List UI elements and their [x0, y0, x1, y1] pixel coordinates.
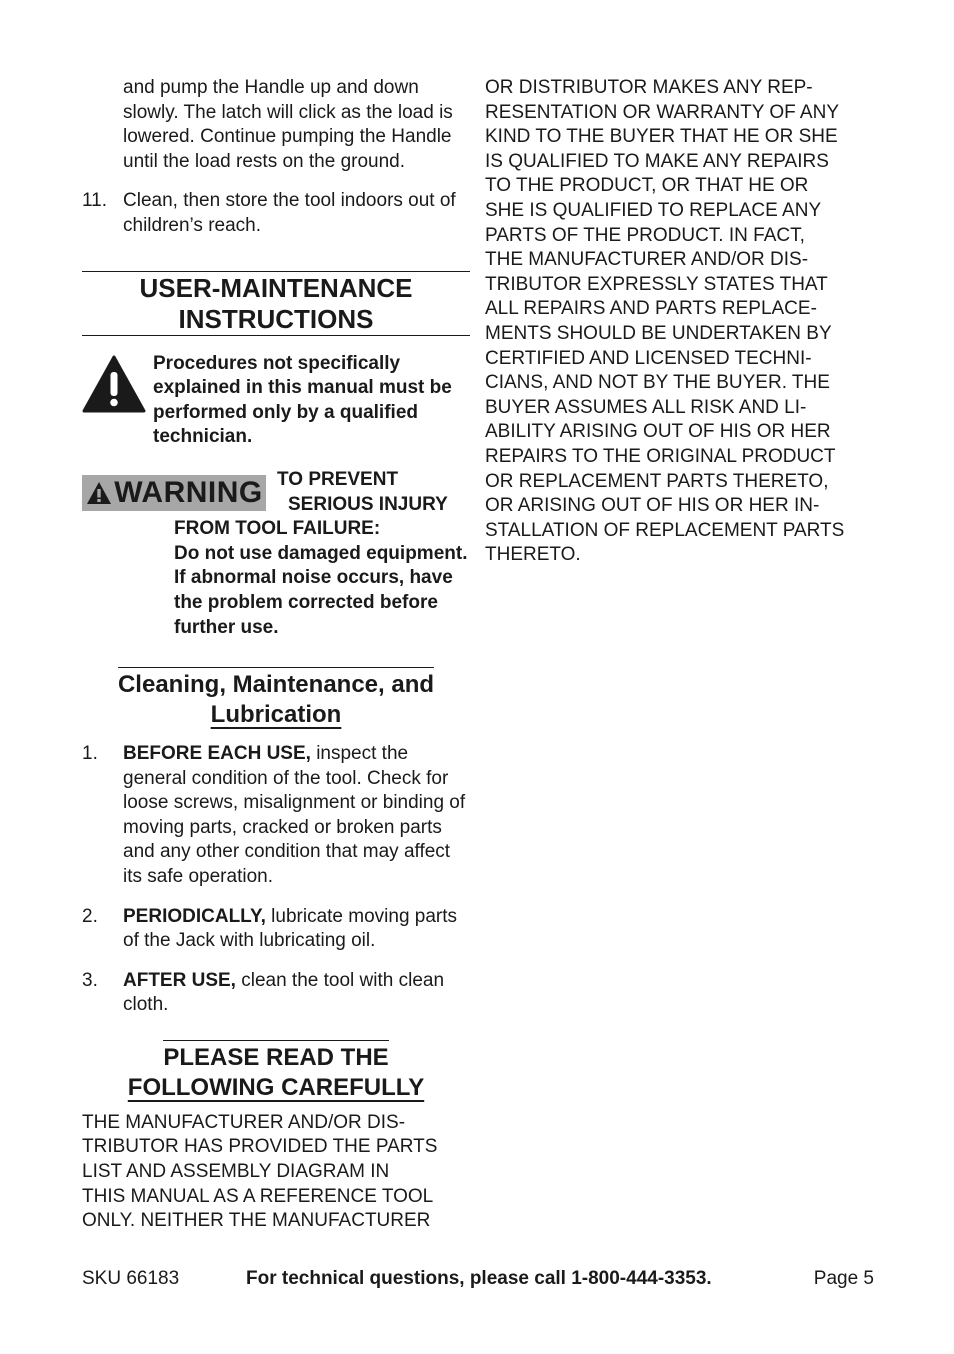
footer-page-number: Page 5	[813, 1268, 874, 1289]
caution-notice	[82, 352, 470, 450]
cleaning-item-3	[82, 969, 470, 1018]
cleaning-item-1	[82, 742, 470, 890]
text-line: THIS MANUAL AS A REFERENCE TOOL	[82, 1185, 434, 1207]
text-line: OR REPLACEMENT PARTS THERETO,	[485, 470, 829, 492]
item-body: lubricate moving parts of the Jack with lubricating oil.	[123, 905, 458, 952]
item-number: 2.	[82, 905, 98, 927]
step-number: 11.	[82, 190, 108, 212]
item-lead: PERIODICALLY,	[123, 905, 266, 927]
please-read-heading	[82, 1040, 470, 1103]
text-line: TRIBUTOR HAS PROVIDED THE PARTS	[82, 1136, 438, 1158]
text-line: OR DISTRIBUTOR MAKES ANY REP-	[485, 77, 813, 98]
text-line: CIANS, AND NOT BY THE BUYER. THE	[485, 372, 830, 394]
cleaning-heading	[82, 667, 470, 730]
maintenance-section-heading	[82, 271, 470, 336]
warning-line3: FROM TOOL FAILURE:	[174, 518, 381, 540]
left-column	[82, 76, 470, 1234]
text-line: TRIBUTOR EXPRESSLY STATES THAT	[485, 273, 828, 295]
text-line: PARTS OF THE PRODUCT. IN FACT,	[485, 224, 805, 246]
caution-text: Procedures not specifically explained in this manual must be performed only by a qualified technician.	[153, 352, 452, 448]
step-11	[82, 189, 470, 238]
text-line: CERTIFIED AND LICENSED TECHNI-	[485, 347, 812, 369]
text-line: THE MANUFACTURER AND/OR DIS-	[485, 249, 809, 271]
warning-notice	[82, 468, 470, 640]
please-read-title-line2: FOLLOWING CAREFULLY	[127, 1073, 425, 1101]
exclamation-triangle-icon	[82, 355, 146, 413]
right-column	[485, 76, 877, 568]
text-line: REPAIRS TO THE ORIGINAL PRODUCT	[485, 445, 836, 467]
text-line: OR ARISING OUT OF HIS OR HER IN-	[485, 495, 820, 517]
please-read-left-text	[82, 1111, 470, 1234]
section-title-line1: USER-MAINTENANCE	[139, 272, 413, 303]
text-line: IS QUALIFIED TO MAKE ANY REPAIRS	[485, 150, 829, 172]
text-line: ABILITY ARISING OUT OF HIS OR HER	[485, 421, 831, 443]
warning-body: Do not use damaged equipment. If abnormal noise occurs, have the problem corrected before further use.	[174, 542, 468, 638]
item-body: clean the tool with clean cloth.	[123, 969, 445, 1016]
please-read-title-line1: PLEASE READ THE	[163, 1040, 388, 1073]
cleaning-title-line2: Lubrication	[210, 700, 342, 728]
text-line: LIST AND ASSEMBLY DIAGRAM IN	[82, 1161, 390, 1183]
cleaning-item-2	[82, 905, 470, 954]
text-line: MENTS SHOULD BE UNDERTAKEN BY	[485, 322, 832, 344]
warning-triangle-icon	[85, 480, 113, 506]
item-lead: BEFORE EACH USE,	[123, 742, 311, 764]
text-line: SHE IS QUALIFIED TO REPLACE ANY	[485, 199, 822, 221]
item-number: 1.	[82, 742, 98, 764]
item-text	[123, 969, 470, 1018]
footer-tech-line: For technical questions, please call 1-800-444-3353.	[246, 1268, 712, 1289]
warning-badge	[82, 475, 266, 511]
text-line: TO THE PRODUCT, OR THAT HE OR	[485, 175, 809, 197]
text-line: THERETO.	[485, 544, 581, 566]
step-text: Clean, then store the tool indoors out of children’s reach.	[123, 190, 456, 236]
warning-label: WARNING	[114, 475, 263, 509]
page-footer	[82, 1267, 874, 1291]
item-number: 3.	[82, 969, 98, 991]
section-title-line2: INSTRUCTIONS	[178, 303, 374, 334]
text-line: RESENTATION OR WARRANTY OF ANY	[485, 101, 839, 123]
text-line: BUYER ASSUMES ALL RISK AND LI-	[485, 396, 807, 418]
text-line: KIND TO THE BUYER THAT HE OR SHE	[485, 126, 838, 148]
text-line: STALLATION OF REPLACEMENT PARTS	[485, 519, 845, 541]
warning-line1: TO PREVENT	[277, 468, 399, 490]
text-line: ALL REPAIRS AND PARTS REPLACE-	[485, 298, 817, 320]
cleaning-title-line1: Cleaning, Maintenance, and	[118, 667, 434, 700]
text-line: ONLY. NEITHER THE MANUFACTURER	[82, 1210, 431, 1232]
footer-sku: SKU 66183	[82, 1268, 180, 1289]
item-lead: AFTER USE,	[123, 969, 236, 991]
warning-line2: SERIOUS INJURY	[288, 493, 448, 515]
item-text	[123, 742, 470, 890]
item-text	[123, 905, 470, 954]
text-line: THE MANUFACTURER AND/OR DIS-	[82, 1111, 406, 1133]
continued-step-text: and pump the Handle up and down slowly. The latch will click as the load is lowered. Continue pumping the Handle until the load rests on the ground.	[123, 77, 453, 172]
item-body: inspect the general condition of the tool. Check for loose screws, misalignment or binding of moving parts, cracked or broken parts and any other condition that may affect its safe operation.	[123, 742, 466, 887]
